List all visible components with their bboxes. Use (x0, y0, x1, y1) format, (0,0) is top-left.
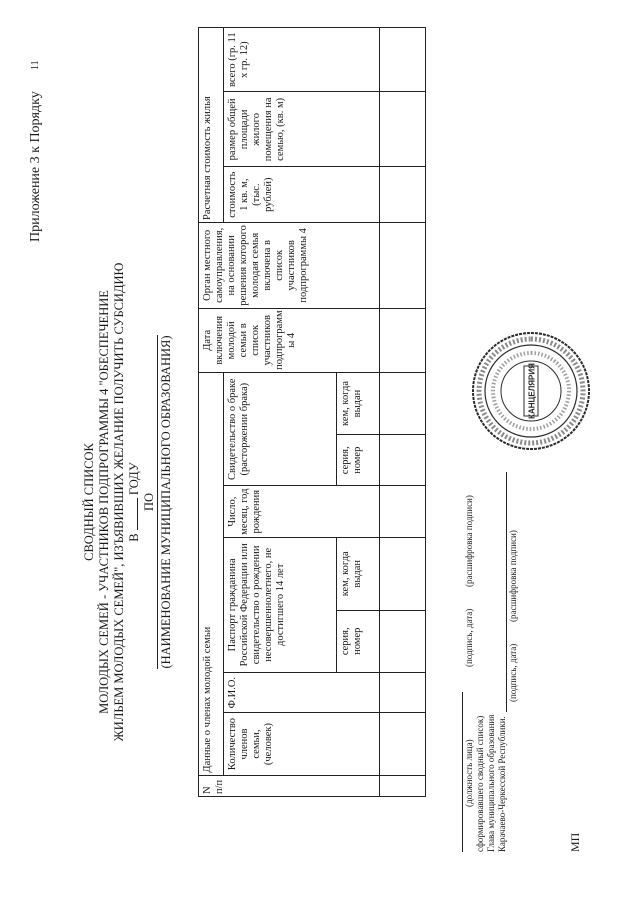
page-number: 11 (30, 60, 41, 70)
position-desc: сформировавшего сводный список) (475, 715, 485, 852)
sign-date-2: (подпись, дата) (508, 643, 518, 702)
sub-marriage-issued: кем, когда выдан (336, 372, 380, 434)
header-marriage: Свидетельство о браке (расторжении брака) (224, 372, 336, 486)
decode-1: (расшифровка подписи) (464, 495, 474, 587)
table-row (380, 28, 426, 797)
landscape-page (20, 12, 620, 892)
title-line-1: СВОДНЫЙ СПИСОК (82, 443, 96, 561)
title-municipality: (НАИМЕНОВАНИЕ МУНИЦИПАЛЬНОГО ОБРАЗОВАНИЯ) (159, 335, 173, 669)
title-year (127, 262, 142, 742)
year-blank (127, 498, 138, 530)
header-passport: Паспорт гражданина Российской Федерации или свидетельство о рождении несовершеннолетнего, не достигшего 14 лет (224, 537, 336, 672)
header-members-count: Количество членов семьи, (человек) (224, 713, 380, 775)
official-seal-icon (470, 330, 592, 452)
title-line-3: ЖИЛЬЕМ МОЛОДЫХ СЕМЕЙ", ИЗЪЯВИВШИХ ЖЕЛАНИЕ ПОЛУЧИТЬ СУБСИДИЮ (112, 262, 126, 742)
header-total: всего (гр. 11 x гр. 12) (224, 28, 380, 92)
year-suffix: ГОДУ (127, 462, 141, 496)
head-sign-line (506, 472, 507, 712)
position-label: (должность лица) (464, 739, 474, 807)
header-birth: Число, месяц, год рождения (224, 486, 380, 537)
year-prefix: В (127, 533, 141, 542)
sign-date-1: (подпись, дата) (464, 608, 474, 667)
sub-passport-issued: кем, когда выдан (336, 537, 380, 610)
document-title (82, 262, 174, 742)
header-fio: Ф.И.О. (224, 672, 380, 713)
header-number: N п/п (199, 775, 380, 796)
sub-passport-series: серия, номер (336, 610, 380, 672)
head-line-1: Глава муниципального образования (486, 714, 496, 852)
mp-label: МП (568, 832, 582, 852)
header-area: размер общей площади жилого помещения на семью, (кв. м) (224, 92, 380, 167)
header-cost-group: Расчетная стоимость жилья (199, 28, 224, 223)
appendix-label: Приложение 3 к Порядку (28, 91, 43, 242)
title-line-2: МОЛОДЫХ СЕМЕЙ - УЧАСТНИКОВ ПОДПРОГРАММЫ 4 "ОБЕСПЕЧЕНИЕ (97, 290, 111, 714)
header-authority: Орган местного самоуправления, на основании решения которого молодая семья включена в список участников подпрограммы 4 (199, 223, 380, 309)
title-by: ПО (142, 492, 156, 512)
sub-marriage-series: серия, номер (336, 435, 380, 486)
header-cost-sqm: стоимость 1 кв. м, (тыс. рублей) (224, 167, 380, 223)
header-date: Дата включения молодой семьи в список участников подпрограмм ы 4 (199, 308, 380, 372)
summary-table (198, 27, 426, 797)
stamp-center-text: КАНЦЕЛЯРИЯ (527, 363, 537, 419)
header-members-group: Данные о членах молодой семьи (199, 372, 224, 775)
head-line-2: Карачаево-Черкесской Республики. (497, 716, 507, 852)
decode-2: (расшифровка подписи) (508, 530, 518, 622)
position-line (462, 692, 463, 852)
